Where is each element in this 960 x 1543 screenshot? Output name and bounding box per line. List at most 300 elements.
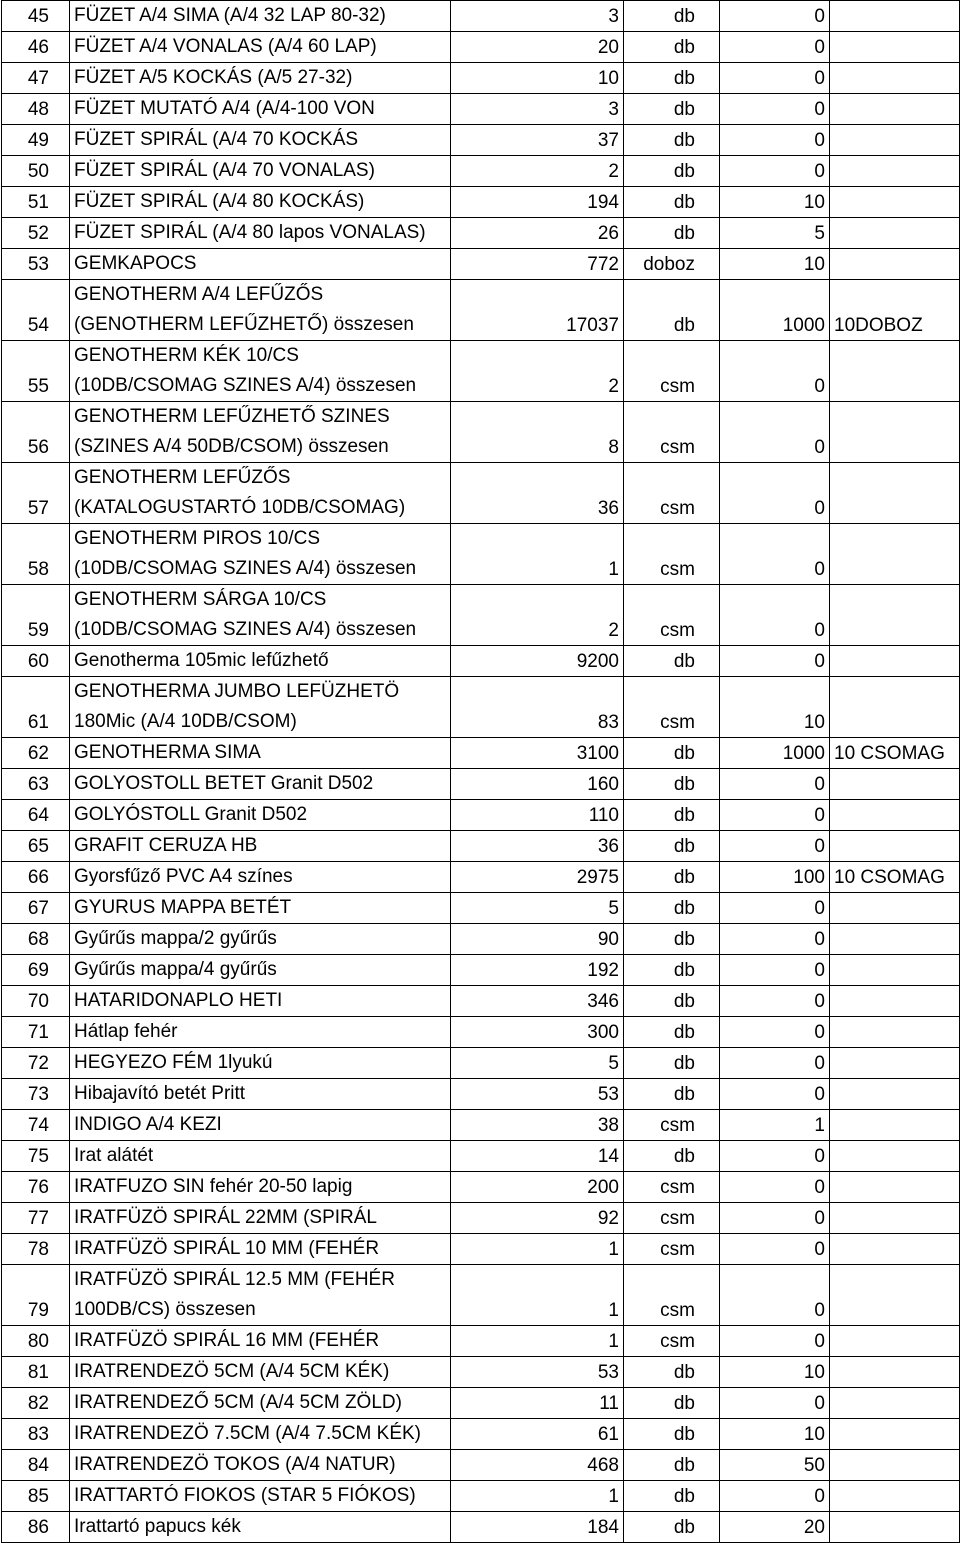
- table-row: [2, 341, 960, 402]
- item-name-line: INDIGO A/4 KEZI: [74, 1114, 222, 1135]
- row-number-cell: 68: [2, 924, 70, 955]
- minimum-cell: 0: [720, 524, 830, 585]
- table-row: [2, 1141, 960, 1172]
- item-name-cell: [70, 800, 451, 831]
- item-name-line: FÜZET A/5 KOCKÁS (A/5 27-32): [74, 67, 353, 88]
- quantity-cell: 26: [451, 218, 624, 249]
- item-name-line: (GENOTHERM LEFŰZHETŐ) összesen: [74, 314, 414, 335]
- note-cell: [830, 63, 960, 94]
- table-row: [2, 893, 960, 924]
- unit-cell: csm: [624, 585, 720, 646]
- item-name-cell: [70, 125, 451, 156]
- table-body: [2, 1, 960, 1543]
- note-cell: [830, 1265, 960, 1326]
- minimum-cell: 0: [720, 1079, 830, 1110]
- table-row: [2, 585, 960, 646]
- quantity-cell: 3: [451, 94, 624, 125]
- item-name-line: IRATRENDEZÖ TOKOS (A/4 NATUR): [74, 1454, 396, 1475]
- quantity-cell: 53: [451, 1357, 624, 1388]
- item-name-cell: [70, 1, 451, 32]
- minimum-cell: 0: [720, 125, 830, 156]
- item-name-cell: [70, 1079, 451, 1110]
- minimum-cell: 10: [720, 1419, 830, 1450]
- note-cell: [830, 1017, 960, 1048]
- quantity-cell: 36: [451, 831, 624, 862]
- item-name-line: IRATRENDEZÖ 7.5CM (A/4 7.5CM KÉK): [74, 1423, 421, 1444]
- minimum-cell: 0: [720, 1, 830, 32]
- note-cell: [830, 524, 960, 585]
- note-cell: [830, 156, 960, 187]
- minimum-cell: 0: [720, 94, 830, 125]
- note-cell: [830, 32, 960, 63]
- item-name-cell: [70, 893, 451, 924]
- table-row: [2, 1512, 960, 1543]
- minimum-cell: 1: [720, 1110, 830, 1141]
- item-name-cell: [70, 341, 451, 402]
- unit-cell: db: [624, 1450, 720, 1481]
- unit-cell: db: [624, 125, 720, 156]
- quantity-cell: 184: [451, 1512, 624, 1543]
- item-name-line: IRATRENDEZÖ 5CM (A/4 5CM KÉK): [74, 1361, 390, 1382]
- minimum-cell: 0: [720, 955, 830, 986]
- minimum-cell: 0: [720, 1234, 830, 1265]
- note-cell: [830, 249, 960, 280]
- minimum-cell: 0: [720, 831, 830, 862]
- item-name-line: (10DB/CSOMAG SZINES A/4) összesen: [74, 619, 417, 640]
- note-cell: [830, 893, 960, 924]
- item-name-line: (10DB/CSOMAG SZINES A/4) összesen: [74, 558, 417, 579]
- row-number-cell: 75: [2, 1141, 70, 1172]
- item-name-cell: [70, 1265, 451, 1326]
- quantity-cell: 8: [451, 402, 624, 463]
- note-cell: [830, 800, 960, 831]
- table-row: [2, 463, 960, 524]
- unit-cell: db: [624, 769, 720, 800]
- table-row: [2, 94, 960, 125]
- table-row: [2, 280, 960, 341]
- row-number-cell: 80: [2, 1326, 70, 1357]
- unit-cell: csm: [624, 1203, 720, 1234]
- row-number-cell: 57: [2, 463, 70, 524]
- item-name-line: (SZINES A/4 50DB/CSOM) összesen: [74, 436, 389, 457]
- item-name-line: Irat alátét: [74, 1145, 154, 1166]
- unit-cell: db: [624, 1481, 720, 1512]
- item-name-cell: [70, 156, 451, 187]
- table-row: [2, 1450, 960, 1481]
- item-name-cell: [70, 1172, 451, 1203]
- quantity-cell: 346: [451, 986, 624, 1017]
- item-name-line: Gyorsfűző PVC A4 színes: [74, 866, 293, 887]
- item-name-cell: [70, 862, 451, 893]
- table-row: [2, 249, 960, 280]
- note-cell: [830, 1450, 960, 1481]
- quantity-cell: 3100: [451, 738, 624, 769]
- item-name-line: GOLYÓSTOLL Granit D502: [74, 804, 308, 825]
- row-number-cell: 70: [2, 986, 70, 1017]
- item-name-cell: [70, 1481, 451, 1512]
- unit-cell: db: [624, 1419, 720, 1450]
- quantity-cell: 300: [451, 1017, 624, 1048]
- row-number-cell: 64: [2, 800, 70, 831]
- note-cell: 10DOBOZ: [830, 280, 960, 341]
- unit-cell: db: [624, 94, 720, 125]
- item-name-line: HATARIDONAPLO HETI: [74, 990, 283, 1011]
- note-cell: [830, 402, 960, 463]
- row-number-cell: 74: [2, 1110, 70, 1141]
- note-cell: [830, 94, 960, 125]
- note-cell: [830, 1481, 960, 1512]
- note-cell: [830, 463, 960, 524]
- item-name-line: GRAFIT CERUZA HB: [74, 835, 258, 856]
- row-number-cell: 55: [2, 341, 70, 402]
- item-name-line: IRATRENDEZŐ 5CM (A/4 5CM ZÖLD): [74, 1392, 402, 1413]
- item-name-line: Hátlap fehér: [74, 1021, 178, 1042]
- note-cell: [830, 125, 960, 156]
- minimum-cell: 0: [720, 1481, 830, 1512]
- quantity-cell: 192: [451, 955, 624, 986]
- note-cell: [830, 1079, 960, 1110]
- row-number-cell: 72: [2, 1048, 70, 1079]
- row-number-cell: 60: [2, 646, 70, 677]
- item-name-cell: [70, 524, 451, 585]
- quantity-cell: 3: [451, 1, 624, 32]
- item-name-line: Hibajavító betét Pritt: [74, 1083, 246, 1104]
- quantity-cell: 10: [451, 63, 624, 94]
- row-number-cell: 62: [2, 738, 70, 769]
- note-cell: [830, 1048, 960, 1079]
- item-name-cell: [70, 924, 451, 955]
- row-number-cell: 54: [2, 280, 70, 341]
- note-cell: 10 CSOMAG: [830, 738, 960, 769]
- quantity-cell: 83: [451, 677, 624, 738]
- quantity-cell: 5: [451, 893, 624, 924]
- item-name-line: GENOTHERMA SIMA: [74, 742, 261, 763]
- item-name-cell: [70, 249, 451, 280]
- unit-cell: db: [624, 1512, 720, 1543]
- note-cell: [830, 1419, 960, 1450]
- item-name-line: GOLYOSTOLL BETET Granit D502: [74, 773, 374, 794]
- quantity-cell: 61: [451, 1419, 624, 1450]
- unit-cell: db: [624, 893, 720, 924]
- quantity-cell: 38: [451, 1110, 624, 1141]
- quantity-cell: 90: [451, 924, 624, 955]
- table-row: [2, 1172, 960, 1203]
- quantity-cell: 1: [451, 1481, 624, 1512]
- row-number-cell: 77: [2, 1203, 70, 1234]
- item-name-line: GENOTHERM LEFŰZŐS: [74, 467, 291, 488]
- item-name-cell: [70, 1357, 451, 1388]
- item-name-cell: [70, 1419, 451, 1450]
- unit-cell: db: [624, 738, 720, 769]
- unit-cell: db: [624, 1388, 720, 1419]
- minimum-cell: 0: [720, 341, 830, 402]
- item-name-cell: [70, 769, 451, 800]
- row-number-cell: 61: [2, 677, 70, 738]
- table-row: [2, 1265, 960, 1326]
- item-name-line: FÜZET SPIRÁL (A/4 80 lapos VONALAS): [74, 222, 426, 243]
- item-name-line: IRATFÜZÖ SPIRÁL 12.5 MM (FEHÉR: [74, 1269, 395, 1290]
- quantity-cell: 36: [451, 463, 624, 524]
- table-row: [2, 862, 960, 893]
- row-number-cell: 86: [2, 1512, 70, 1543]
- table-row: [2, 831, 960, 862]
- row-number-cell: 47: [2, 63, 70, 94]
- quantity-cell: 194: [451, 187, 624, 218]
- table-row: [2, 924, 960, 955]
- note-cell: [830, 1110, 960, 1141]
- table-row: [2, 986, 960, 1017]
- note-cell: [830, 341, 960, 402]
- item-name-line: GENOTHERM PIROS 10/CS: [74, 528, 320, 549]
- row-number-cell: 78: [2, 1234, 70, 1265]
- unit-cell: db: [624, 831, 720, 862]
- row-number-cell: 50: [2, 156, 70, 187]
- minimum-cell: 0: [720, 156, 830, 187]
- item-name-cell: [70, 1017, 451, 1048]
- unit-cell: db: [624, 63, 720, 94]
- item-name-cell: [70, 280, 451, 341]
- item-name-cell: [70, 646, 451, 677]
- row-number-cell: 82: [2, 1388, 70, 1419]
- row-number-cell: 49: [2, 125, 70, 156]
- quantity-cell: 17037: [451, 280, 624, 341]
- unit-cell: db: [624, 646, 720, 677]
- note-cell: [830, 769, 960, 800]
- unit-cell: db: [624, 156, 720, 187]
- item-name-cell: [70, 1388, 451, 1419]
- minimum-cell: 100: [720, 862, 830, 893]
- table-row: [2, 1419, 960, 1450]
- item-name-cell: [70, 986, 451, 1017]
- unit-cell: db: [624, 1141, 720, 1172]
- quantity-cell: 1: [451, 524, 624, 585]
- inventory-table: [1, 0, 960, 1543]
- unit-cell: db: [624, 280, 720, 341]
- table-row: [2, 1388, 960, 1419]
- quantity-cell: 2: [451, 585, 624, 646]
- row-number-cell: 83: [2, 1419, 70, 1450]
- minimum-cell: 0: [720, 800, 830, 831]
- quantity-cell: 92: [451, 1203, 624, 1234]
- minimum-cell: 0: [720, 1265, 830, 1326]
- minimum-cell: 5: [720, 218, 830, 249]
- minimum-cell: 10: [720, 249, 830, 280]
- quantity-cell: 468: [451, 1450, 624, 1481]
- table-row: [2, 1357, 960, 1388]
- item-name-cell: [70, 402, 451, 463]
- row-number-cell: 84: [2, 1450, 70, 1481]
- unit-cell: csm: [624, 524, 720, 585]
- unit-cell: db: [624, 32, 720, 63]
- minimum-cell: 0: [720, 1141, 830, 1172]
- table-row: [2, 955, 960, 986]
- item-name-cell: [70, 218, 451, 249]
- note-cell: [830, 187, 960, 218]
- item-name-line: GENOTHERM A/4 LEFŰZŐS: [74, 284, 324, 305]
- quantity-cell: 14: [451, 1141, 624, 1172]
- minimum-cell: 0: [720, 986, 830, 1017]
- row-number-cell: 63: [2, 769, 70, 800]
- item-name-cell: [70, 94, 451, 125]
- row-number-cell: 66: [2, 862, 70, 893]
- unit-cell: csm: [624, 1234, 720, 1265]
- unit-cell: csm: [624, 341, 720, 402]
- quantity-cell: 772: [451, 249, 624, 280]
- note-cell: [830, 1388, 960, 1419]
- minimum-cell: 0: [720, 585, 830, 646]
- minimum-cell: 1000: [720, 280, 830, 341]
- table-row: [2, 769, 960, 800]
- unit-cell: db: [624, 955, 720, 986]
- item-name-line: 100DB/CS) összesen: [74, 1299, 256, 1320]
- note-cell: [830, 1172, 960, 1203]
- table-row: [2, 677, 960, 738]
- item-name-line: GENOTHERM KÉK 10/CS: [74, 345, 299, 366]
- item-name-cell: [70, 463, 451, 524]
- item-name-line: IRATFÜZÖ SPIRÁL 10 MM (FEHÉR: [74, 1238, 380, 1259]
- minimum-cell: 0: [720, 32, 830, 63]
- item-name-cell: [70, 738, 451, 769]
- row-number-cell: 58: [2, 524, 70, 585]
- unit-cell: db: [624, 1357, 720, 1388]
- minimum-cell: 0: [720, 402, 830, 463]
- item-name-cell: [70, 1141, 451, 1172]
- note-cell: [830, 924, 960, 955]
- table-row: [2, 32, 960, 63]
- item-name-cell: [70, 1450, 451, 1481]
- item-name-cell: [70, 1203, 451, 1234]
- table-row: [2, 1203, 960, 1234]
- table-row: [2, 1326, 960, 1357]
- note-cell: [830, 1234, 960, 1265]
- row-number-cell: 76: [2, 1172, 70, 1203]
- row-number-cell: 53: [2, 249, 70, 280]
- minimum-cell: 0: [720, 769, 830, 800]
- minimum-cell: 0: [720, 1326, 830, 1357]
- item-name-line: IRATFÜZÖ SPIRÁL 16 MM (FEHÉR: [74, 1330, 380, 1351]
- unit-cell: db: [624, 924, 720, 955]
- item-name-line: IRATTARTÓ FIOKOS (STAR 5 FIÓKOS): [74, 1485, 416, 1506]
- note-cell: [830, 1326, 960, 1357]
- note-cell: [830, 218, 960, 249]
- unit-cell: csm: [624, 402, 720, 463]
- item-name-line: (KATALOGUSTARTÓ 10DB/CSOMAG): [74, 497, 406, 518]
- item-name-cell: [70, 677, 451, 738]
- item-name-line: GENOTHERM SÁRGA 10/CS: [74, 589, 327, 610]
- minimum-cell: 0: [720, 1388, 830, 1419]
- item-name-line: Irattartó papucs kék: [74, 1516, 241, 1537]
- minimum-cell: 10: [720, 187, 830, 218]
- item-name-line: FÜZET SPIRÁL (A/4 70 VONALAS): [74, 160, 375, 181]
- item-name-line: IRATFÜZÖ SPIRÁL 22MM (SPIRÁL: [74, 1207, 377, 1228]
- quantity-cell: 11: [451, 1388, 624, 1419]
- quantity-cell: 9200: [451, 646, 624, 677]
- item-name-line: FÜZET SPIRÁL (A/4 70 KOCKÁS: [74, 129, 359, 150]
- quantity-cell: 53: [451, 1079, 624, 1110]
- item-name-cell: [70, 585, 451, 646]
- unit-cell: csm: [624, 1326, 720, 1357]
- note-cell: [830, 1141, 960, 1172]
- item-name-line: 180Mic (A/4 10DB/CSOM): [74, 711, 297, 732]
- unit-cell: db: [624, 1079, 720, 1110]
- unit-cell: db: [624, 187, 720, 218]
- item-name-line: GEMKAPOCS: [74, 253, 197, 274]
- item-name-cell: [70, 187, 451, 218]
- row-number-cell: 59: [2, 585, 70, 646]
- unit-cell: db: [624, 218, 720, 249]
- table-row: [2, 1017, 960, 1048]
- quantity-cell: 20: [451, 32, 624, 63]
- minimum-cell: 20: [720, 1512, 830, 1543]
- unit-cell: csm: [624, 677, 720, 738]
- item-name-cell: [70, 1110, 451, 1141]
- note-cell: [830, 986, 960, 1017]
- minimum-cell: 0: [720, 924, 830, 955]
- item-name-line: FÜZET A/4 SIMA (A/4 32 LAP 80-32): [74, 5, 386, 26]
- note-cell: 10 CSOMAG: [830, 862, 960, 893]
- item-name-line: Gyűrűs mappa/2 gyűrűs: [74, 928, 277, 949]
- item-name-line: GENOTHERM LEFŰZHETŐ SZINES: [74, 406, 390, 427]
- item-name-line: HEGYEZO FÉM 1lyukú: [74, 1052, 273, 1073]
- unit-cell: db: [624, 986, 720, 1017]
- table-row: [2, 402, 960, 463]
- unit-cell: db: [624, 1048, 720, 1079]
- table-row: [2, 738, 960, 769]
- minimum-cell: 0: [720, 1203, 830, 1234]
- table-row: [2, 1048, 960, 1079]
- table-row: [2, 1, 960, 32]
- quantity-cell: 1: [451, 1326, 624, 1357]
- quantity-cell: 160: [451, 769, 624, 800]
- minimum-cell: 0: [720, 1017, 830, 1048]
- quantity-cell: 200: [451, 1172, 624, 1203]
- minimum-cell: 10: [720, 677, 830, 738]
- table-row: [2, 1234, 960, 1265]
- table-row: [2, 125, 960, 156]
- quantity-cell: 37: [451, 125, 624, 156]
- table-row: [2, 646, 960, 677]
- row-number-cell: 46: [2, 32, 70, 63]
- note-cell: [830, 646, 960, 677]
- minimum-cell: 10: [720, 1357, 830, 1388]
- row-number-cell: 69: [2, 955, 70, 986]
- item-name-line: Gyűrűs mappa/4 gyűrűs: [74, 959, 277, 980]
- table-row: [2, 156, 960, 187]
- minimum-cell: 0: [720, 1048, 830, 1079]
- quantity-cell: 2: [451, 156, 624, 187]
- unit-cell: csm: [624, 463, 720, 524]
- table-row: [2, 1110, 960, 1141]
- row-number-cell: 52: [2, 218, 70, 249]
- minimum-cell: 0: [720, 893, 830, 924]
- item-name-cell: [70, 1048, 451, 1079]
- minimum-cell: 0: [720, 646, 830, 677]
- unit-cell: db: [624, 862, 720, 893]
- item-name-line: FÜZET A/4 VONALAS (A/4 60 LAP): [74, 36, 377, 57]
- table-row: [2, 800, 960, 831]
- row-number-cell: 81: [2, 1357, 70, 1388]
- quantity-cell: 1: [451, 1234, 624, 1265]
- row-number-cell: 48: [2, 94, 70, 125]
- row-number-cell: 85: [2, 1481, 70, 1512]
- row-number-cell: 67: [2, 893, 70, 924]
- item-name-cell: [70, 1234, 451, 1265]
- row-number-cell: 71: [2, 1017, 70, 1048]
- table-row: [2, 524, 960, 585]
- item-name-line: GYURUS MAPPA BETÉT: [74, 897, 292, 918]
- row-number-cell: 45: [2, 1, 70, 32]
- note-cell: [830, 1, 960, 32]
